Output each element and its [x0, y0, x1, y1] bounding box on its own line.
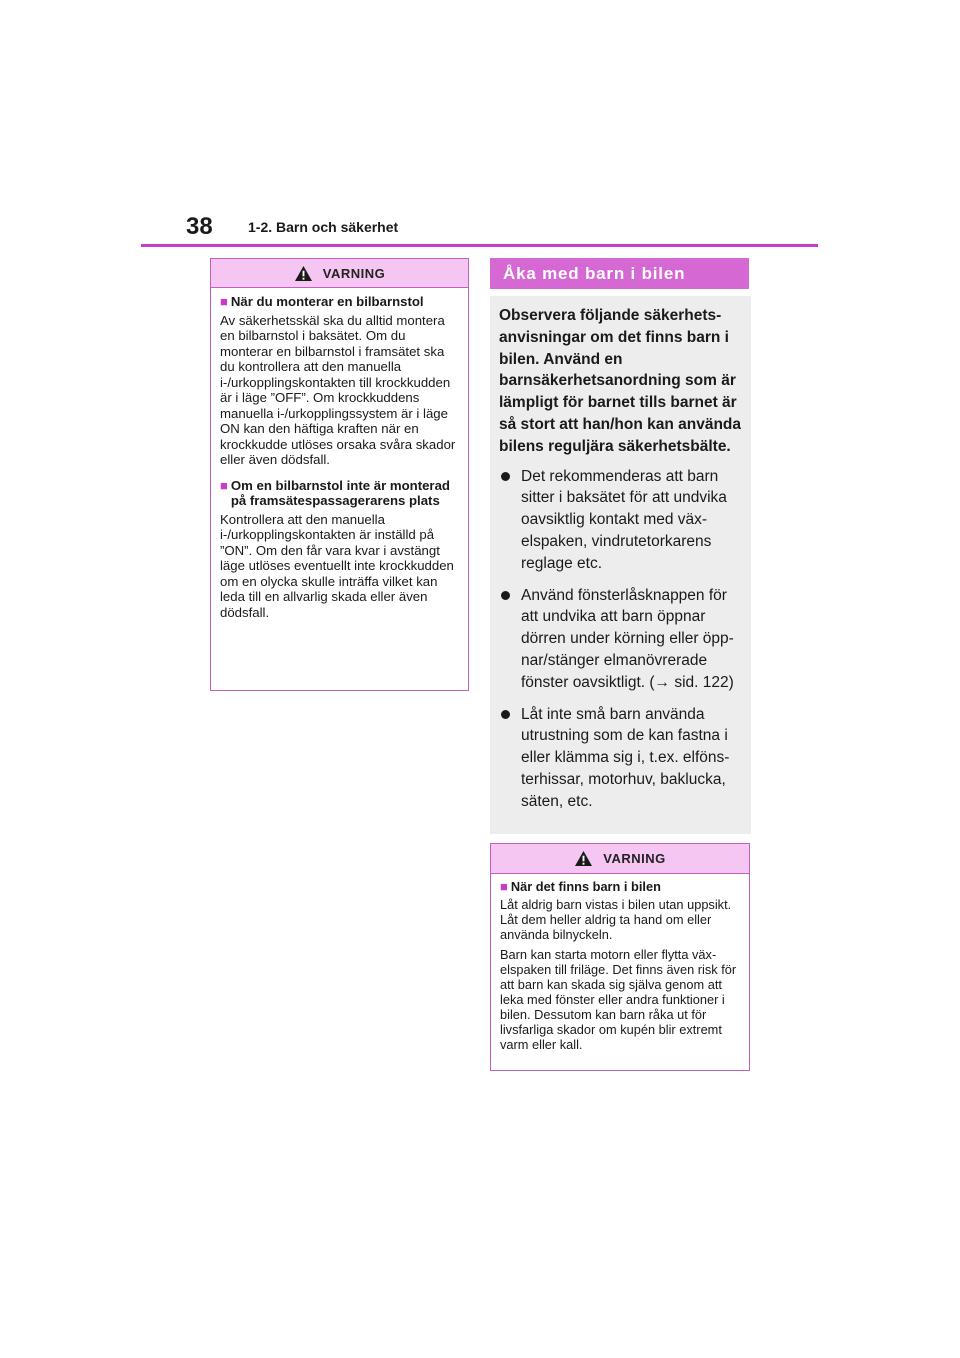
warning-triangle-icon: [294, 265, 313, 282]
warning-box-right: [490, 843, 750, 1071]
bullet-icon: [501, 591, 510, 600]
bullet-icon: [501, 472, 510, 481]
list-item: Det rekommenderas att barn sitter i baksätet för att undvika oavsiktlig kontakt med växelspaken, vindrutetorkarens reglage etc.: [499, 466, 743, 575]
intro-text: Observera följande säkerhetsanvisningar om det finns barn i bilen. Använd en barnsäkerhetsanordning som är lämpligt för barnet tills barnet är så stort att han/hon kan använda bilens reguljära säkerhetsbälte.: [499, 307, 742, 455]
section-title: 1-2. Barn och säkerhet: [248, 219, 399, 235]
arrow-right-icon: →: [654, 673, 671, 691]
warning-item-title: ■ När du monterar en bilbarnstol: [220, 294, 424, 309]
page-number: 38: [186, 213, 213, 240]
warning-triangle-icon: [574, 850, 593, 867]
warning-item-text: Av säkerhetsskäl ska du alltid montera en bilbarnstol i baksätet. Om du monterar en bilbarnstol i framsätet ska du kontrollera att den manuella i-/urkopplingskontakten till krockkudden är i läge ”OFF”. Om krockkuddens manuella i-/urkopplingssystem är i läge ON kan den häftiga kraften när en krockkudde utlöses orsaka svåra skador eller även dödsfall.: [220, 312, 456, 467]
info-box: [490, 296, 751, 834]
warning-paragraph: Låt aldrig barn vistas i bilen utan uppsikt. Låt dem heller aldrig ta hand om eller använda bilnyckeln.: [500, 897, 732, 942]
list-item: Använd fönsterlåsknappen för att undvika att barn öppnar dörren under körning eller öppnar/stänger elmanövrerade fönster oavsiktligt. (→ sid. 122): [499, 585, 743, 694]
page-reference-link[interactable]: sid. 122): [674, 673, 734, 691]
list-item: Låt inte små barn använda utrustning som de kan fastna i eller klämma sig i, t.ex. elfönsterhissar, motorhuv, baklucka, säten, etc.: [499, 704, 743, 813]
warning-body: [211, 288, 468, 628]
square-bullet-icon: ■: [220, 477, 228, 493]
bullet-list: [499, 466, 743, 813]
warning-header: [211, 259, 468, 288]
warning-label: VARNING: [322, 265, 386, 281]
warning-item-text: Kontrollera att den manuella i-/urkopplingskontakten är inställd på ”ON”. Om den får vara kvar i avstängt läge utlöses eventuellt inte krockkudden om en olycka skulle inträffa vilket kan leda till en allvarlig skada eller även dödsfall.: [220, 511, 454, 620]
section-heading: Åka med barn i bilen: [490, 258, 749, 289]
warning-item-title: ■ Om en bilbarnstol inte är monterad på framsätespassagerarens plats: [220, 477, 450, 508]
warning-label: VARNING: [603, 851, 666, 866]
square-bullet-icon: ■: [220, 294, 228, 309]
bullet-icon: [501, 710, 510, 719]
warning-item-title: ■ När det finns barn i bilen: [500, 879, 661, 894]
warning-paragraph: Barn kan starta motorn eller flytta växelspaken till friläge. Det finns även risk för att barn kan skada sig själva genom att leka med fönster eller andra funktioner i bilen. Dessutom kan barn råka ut för livsfarliga skador om kupén blir extremt varm eller kall.: [500, 947, 737, 1052]
warning-header: [491, 844, 749, 874]
warning-box-left: [210, 258, 469, 691]
warning-body: [491, 874, 749, 1060]
header-rule: [141, 244, 818, 247]
square-bullet-icon: ■: [500, 879, 508, 894]
